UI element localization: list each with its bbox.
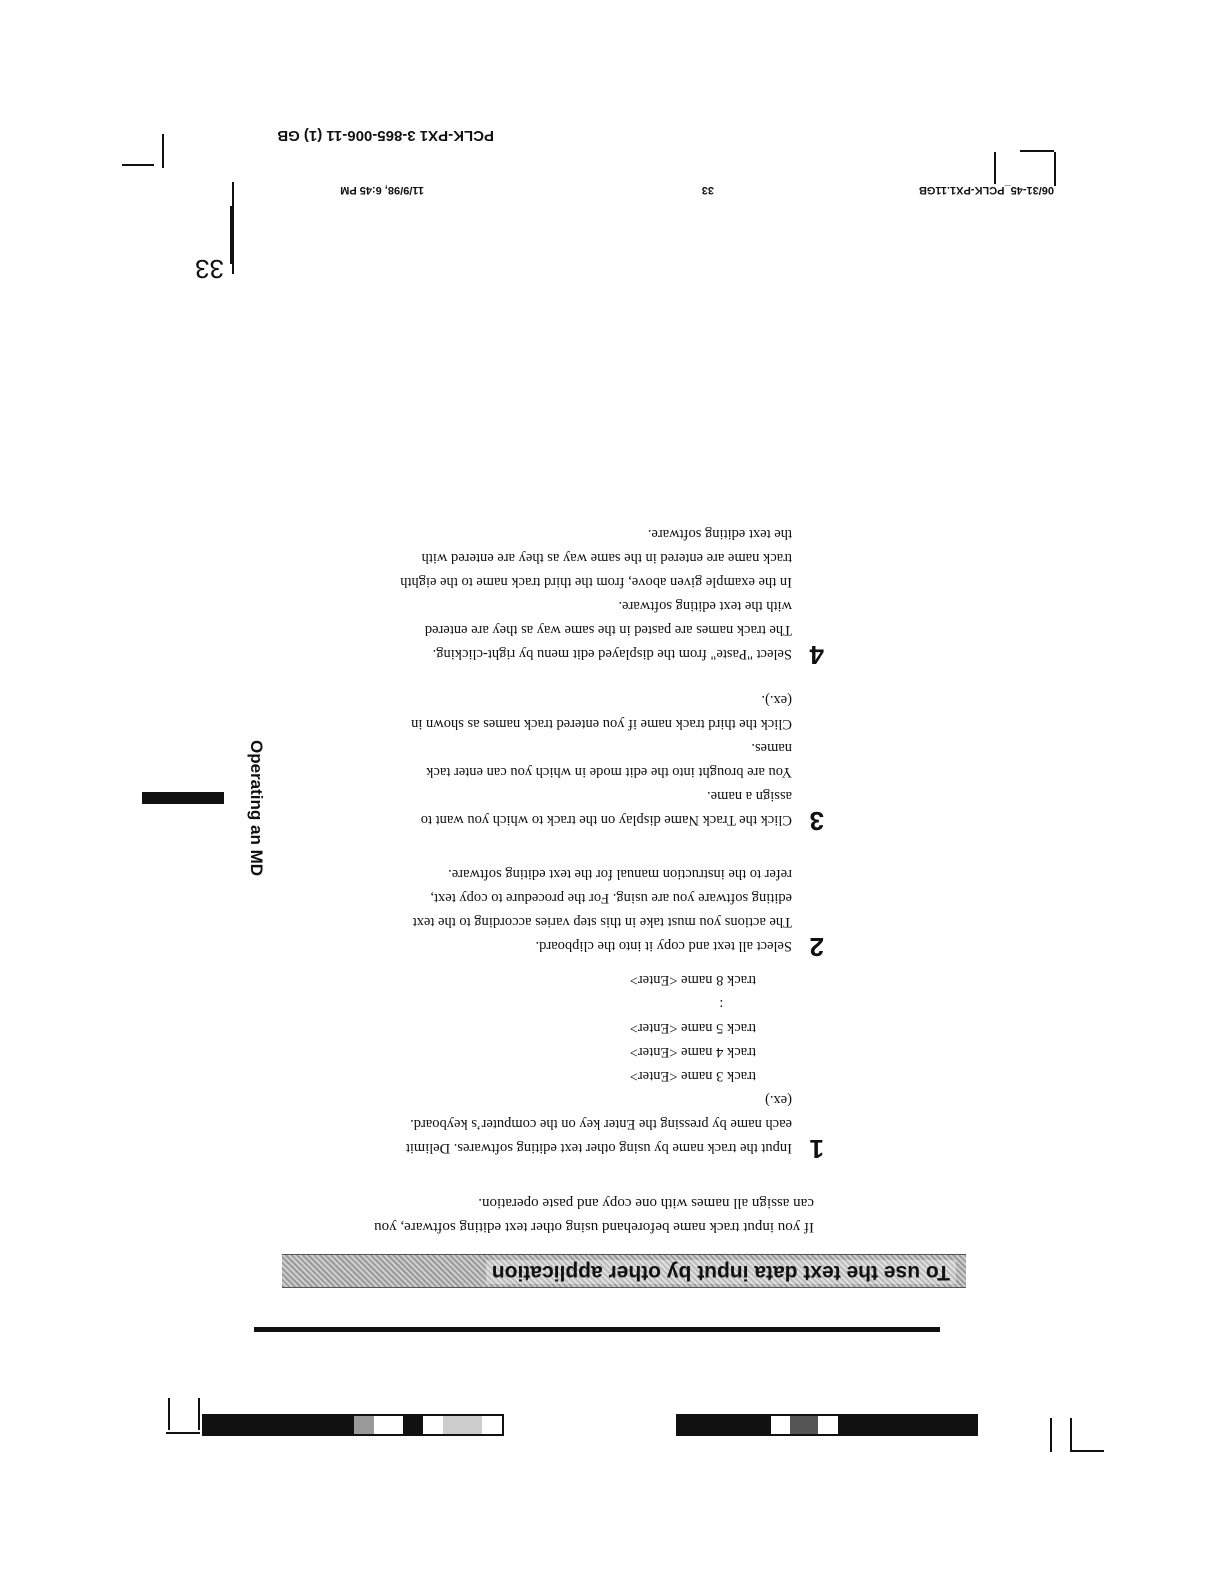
crop-mark bbox=[230, 206, 232, 264]
registration-mark bbox=[1008, 782, 1048, 822]
color-bar-left bbox=[676, 1414, 978, 1436]
step-3-line: assign a name. bbox=[707, 788, 792, 804]
top-rule bbox=[254, 1327, 940, 1332]
example-line: track 4 name <Enter> bbox=[629, 1044, 756, 1060]
crop-mark bbox=[1070, 1450, 1104, 1452]
step-3-line: (ex.). bbox=[761, 692, 792, 708]
crop-mark bbox=[1070, 1418, 1072, 1452]
intro-paragraph: If you input track name beforehand using other text editing software, you can assign all names with one copy and paste operation. bbox=[374, 1195, 814, 1235]
document-code: PCLK-PX1 3-865-006-11 (1) GB bbox=[277, 127, 494, 144]
print-page-ref: 33 bbox=[701, 184, 714, 196]
step-number-2: 2 bbox=[809, 932, 824, 962]
step-4-line: The track names are pasted in the same way as they are entered bbox=[424, 622, 792, 638]
crop-mark bbox=[198, 1398, 200, 1430]
step-4-line: In the example given above, from the third track name to the eighth bbox=[400, 574, 792, 590]
example-line: track 3 name <Enter> bbox=[629, 1068, 756, 1084]
section-title-bar bbox=[282, 1254, 966, 1288]
crop-mark bbox=[122, 164, 154, 166]
step-4-line: with the text editing software. bbox=[618, 598, 792, 614]
step-2-line: editing software you are using. For the procedure to copy text, bbox=[430, 890, 792, 906]
step-4-line: the text editing software. bbox=[647, 526, 792, 542]
crop-mark bbox=[162, 134, 164, 168]
step-4-text bbox=[252, 522, 792, 666]
step-1-line: Input the track name by using other text editing softwares. Delimit bbox=[405, 1140, 792, 1156]
step-3-text bbox=[272, 688, 792, 832]
example-line: track 8 name <Enter> bbox=[629, 972, 756, 988]
crop-mark bbox=[168, 1398, 170, 1430]
color-bar-right bbox=[202, 1414, 504, 1436]
crop-mark bbox=[1050, 1418, 1052, 1452]
crop-mark bbox=[1020, 150, 1054, 152]
example-line: track 5 name <Enter> bbox=[629, 1020, 756, 1036]
step-2-line: The actions you must take in this step varies according to the text bbox=[412, 914, 792, 930]
step-3-line: You are brought into the edit mode in which you can enter tack bbox=[426, 764, 792, 780]
step-4-line: Select "Paste" from the displayed edit menu by right-clicking. bbox=[432, 646, 792, 662]
step-1-text bbox=[272, 1088, 792, 1160]
crop-mark bbox=[166, 1432, 200, 1434]
print-file-id: 06/31-45_PCLK-PX1.11GB bbox=[918, 184, 1054, 196]
step-2-text bbox=[272, 862, 792, 958]
section-title: To use the text data input by other application bbox=[486, 1260, 956, 1284]
step-number-1: 1 bbox=[809, 1134, 824, 1164]
step-number-3: 3 bbox=[809, 806, 824, 836]
side-tab-marker bbox=[142, 792, 224, 804]
registration-mark bbox=[570, 1404, 610, 1444]
step-3-line: Click the third track name if you entered track names as shown in bbox=[411, 716, 792, 732]
side-section-label: Operating an MD bbox=[247, 740, 266, 877]
step-2-line: refer to the instruction manual for the text editing software. bbox=[448, 866, 792, 882]
print-timestamp: 11/9/98, 6:45 PM bbox=[340, 184, 424, 196]
example-list bbox=[630, 968, 756, 1088]
step-2-line: Select all text and copy it into the clipboard. bbox=[535, 938, 792, 954]
crop-mark bbox=[994, 152, 996, 184]
step-4-line: track name are entered in the same way as they are entered with bbox=[421, 550, 792, 566]
crop-mark bbox=[1054, 152, 1056, 186]
step-1-line: (ex.) bbox=[765, 1092, 792, 1108]
side-rule bbox=[232, 182, 234, 274]
step-1-line: each name by pressing the Enter key on the computer’s keyboard. bbox=[410, 1116, 792, 1132]
step-number-4: 4 bbox=[809, 640, 824, 670]
step-3-line: Click the Track Name display on the track to which you want to bbox=[420, 812, 792, 828]
page-number: 33 bbox=[195, 254, 224, 284]
registration-mark bbox=[554, 158, 594, 198]
example-line: : bbox=[719, 996, 756, 1012]
step-3-line: names. bbox=[751, 740, 792, 756]
